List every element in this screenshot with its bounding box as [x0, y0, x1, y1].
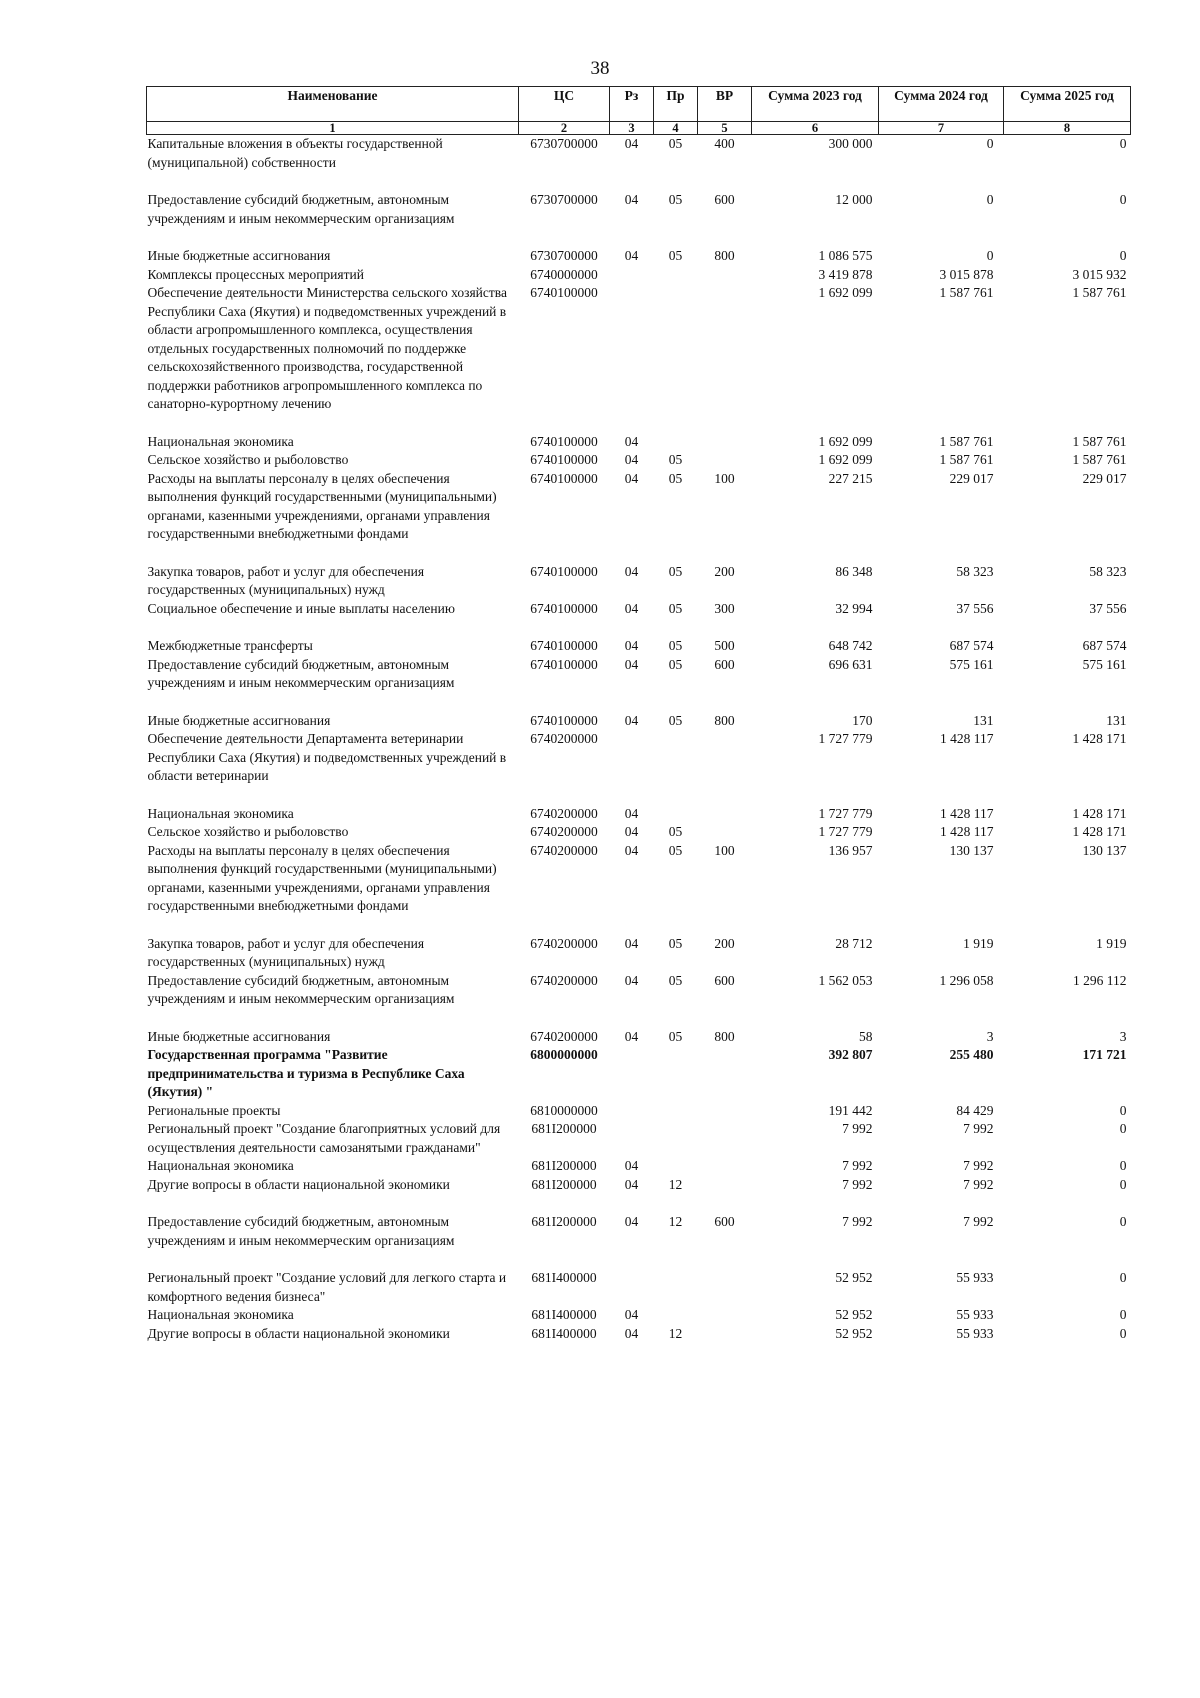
row-cs-code: 6740200000: [530, 731, 598, 746]
row-sum-2023: 696 631: [828, 656, 873, 672]
col-header-sum-2023: Сумма 2023 год: [752, 87, 879, 122]
row-sum-2024: 1 428 117: [940, 805, 994, 821]
row-rz-code: 04: [624, 248, 639, 263]
row-sum-2025: 0: [1119, 1176, 1127, 1192]
row-sum-2025: 1 296 112: [1073, 972, 1127, 988]
row-name: Обеспечение деятельности Министерства сельского хозяйства Республики Саха (Якутия) и подведомственных учреждений в области агропромышленного комплекса, осуществления отдельных государственных полномочий по поддержке сельскохозяйственного производства, государственной поддержки работников агропромышленного комплекса по санаторно-курортному лечению: [147, 285, 507, 411]
row-sum-2024: 7 992: [963, 1176, 994, 1192]
table-row: [147, 1213, 1131, 1269]
row-name: Региональные проекты: [147, 1102, 281, 1118]
row-sum-2024: 255 480: [949, 1047, 994, 1062]
row-pr-code: 05: [668, 935, 683, 951]
row-sum-2025: 3: [1119, 1028, 1127, 1044]
row-sum-2023: 300 000: [828, 136, 873, 151]
col-number: 8: [1004, 122, 1131, 135]
row-vr-code: 100: [714, 470, 735, 486]
table-row: [147, 656, 1131, 712]
row-sum-2024: 7 992: [963, 1158, 994, 1173]
table-row: [147, 1028, 1131, 1047]
col-number: 5: [698, 122, 752, 135]
table-row: [147, 712, 1131, 731]
row-sum-2025: 0: [1119, 1121, 1127, 1136]
row-sum-2024: 0: [986, 192, 994, 207]
row-name: Региональный проект "Создание благоприятных условий для осуществления деятельности самозанятыми гражданами": [147, 1121, 501, 1155]
row-pr-code: [654, 1306, 698, 1325]
row-rz-code: 04: [624, 452, 639, 467]
row-sum-2024: 37 556: [956, 600, 994, 616]
row-sum-2024: 3: [986, 1028, 994, 1044]
row-cs-code: 6730700000: [530, 192, 598, 207]
row-pr-code: [654, 805, 698, 824]
table-row: [147, 637, 1131, 656]
row-sum-2023: 191 442: [828, 1102, 873, 1118]
row-vr-code: 200: [714, 935, 735, 951]
row-sum-2025: 1 428 171: [1072, 731, 1127, 746]
row-rz-code: 04: [624, 712, 639, 728]
row-sum-2023: 1 727 779: [818, 805, 873, 821]
row-cs-code: 6740000000: [530, 266, 598, 282]
table-row: [147, 470, 1131, 563]
row-name: Социальное обеспечение и иные выплаты населению: [147, 600, 455, 616]
row-pr-code: 12: [668, 1214, 683, 1229]
row-sum-2024: 229 017: [949, 470, 994, 486]
row-sum-2024: 0: [986, 136, 994, 151]
row-vr-code: [698, 451, 752, 470]
row-sum-2024: 130 137: [949, 842, 994, 858]
table-row: [147, 284, 1131, 433]
row-vr-code: [698, 1157, 752, 1176]
row-vr-code: [698, 1102, 752, 1121]
row-sum-2024: 687 574: [949, 638, 994, 653]
row-pr-code: 05: [668, 248, 683, 263]
row-cs-code: 681I400000: [531, 1307, 597, 1322]
row-name: Национальная экономика: [147, 805, 294, 821]
row-cs-code: 6740200000: [530, 824, 598, 839]
row-cs-code: 6740200000: [530, 805, 598, 821]
table-row: [147, 1325, 1131, 1344]
row-sum-2025: 171 721: [1082, 1047, 1127, 1062]
row-sum-2023: 1 727 779: [818, 824, 873, 839]
row-sum-2025: 0: [1119, 192, 1127, 207]
budget-table: [146, 86, 1131, 1343]
row-pr-code: [654, 1046, 698, 1102]
row-cs-code: 6740200000: [530, 1028, 598, 1044]
row-vr-code: [698, 284, 752, 433]
row-sum-2023: 648 742: [828, 638, 873, 653]
row-cs-code: 6800000000: [530, 1047, 598, 1062]
row-sum-2025: 131: [1106, 712, 1127, 728]
col-header-pr: Пр: [654, 87, 698, 122]
row-name: Национальная экономика: [147, 1158, 294, 1173]
row-pr-code: [654, 284, 698, 433]
row-sum-2023: 86 348: [835, 563, 873, 579]
row-vr-code: 600: [714, 1214, 735, 1229]
row-sum-2023: 52 952: [835, 1325, 873, 1341]
row-vr-code: 600: [714, 972, 735, 988]
row-rz-code: 04: [624, 192, 639, 207]
row-sum-2025: 58 323: [1089, 563, 1127, 579]
row-rz-code: 04: [624, 638, 639, 653]
row-sum-2023: 1 727 779: [818, 731, 873, 746]
row-vr-code: 800: [714, 248, 735, 263]
table-row: [147, 433, 1131, 452]
row-vr-code: [698, 1325, 752, 1344]
col-header-sum-2025: Сумма 2025 год: [1004, 87, 1131, 122]
row-rz-code: 04: [624, 1325, 639, 1341]
row-cs-code: 6740100000: [530, 712, 598, 728]
row-vr-code: [698, 1120, 752, 1157]
row-cs-code: 681I400000: [531, 1270, 597, 1285]
row-cs-code: 6740100000: [530, 656, 598, 672]
row-rz-code: 04: [624, 563, 639, 579]
row-sum-2023: 1 562 053: [818, 972, 873, 988]
row-sum-2025: 1 428 171: [1072, 824, 1127, 839]
row-name: Иные бюджетные ассигнования: [147, 712, 331, 728]
col-number: 6: [752, 122, 879, 135]
row-sum-2023: 52 952: [835, 1270, 873, 1285]
row-sum-2024: 7 992: [963, 1214, 994, 1229]
row-cs-code: 681I200000: [531, 1158, 597, 1173]
table-row: [147, 1157, 1131, 1176]
row-pr-code: 05: [668, 638, 683, 653]
row-sum-2023: 170: [852, 712, 873, 728]
row-name: Предоставление субсидий бюджетным, автономным учреждениям и иным некоммерческим организациям: [147, 656, 455, 690]
row-sum-2024: 1 428 117: [940, 731, 994, 746]
row-sum-2023: 7 992: [842, 1158, 873, 1173]
table-row: [147, 1046, 1131, 1102]
row-cs-code: 6740100000: [530, 433, 598, 449]
row-sum-2024: 84 429: [956, 1102, 994, 1118]
col-number: 1: [147, 122, 519, 135]
row-sum-2025: 0: [1119, 1307, 1127, 1322]
row-pr-code: 05: [668, 972, 683, 988]
row-sum-2025: 0: [1119, 1158, 1127, 1173]
row-sum-2025: 575 161: [1082, 656, 1127, 672]
table-row: [147, 1120, 1131, 1157]
row-cs-code: 6810000000: [530, 1102, 598, 1118]
page-number: 38: [590, 58, 610, 79]
row-sum-2023: 12 000: [835, 192, 873, 207]
table-row: [147, 1102, 1131, 1121]
row-name: Иные бюджетные ассигнования: [147, 248, 331, 263]
row-pr-code: [654, 433, 698, 452]
row-rz-code: 04: [624, 1158, 639, 1173]
row-pr-code: 05: [668, 192, 683, 207]
table-body: [147, 135, 1131, 1344]
row-cs-code: 6740100000: [530, 285, 598, 300]
row-name: Государственная программа "Развитие предпринимательства и туризма в Республике Саха (Якутия) ": [147, 1047, 465, 1099]
table-row: [147, 1269, 1131, 1306]
row-rz-code: 04: [624, 1028, 639, 1044]
row-name: Другие вопросы в области национальной экономики: [147, 1325, 450, 1341]
row-rz-code: [610, 266, 654, 285]
row-vr-code: [698, 1176, 752, 1214]
row-sum-2024: 55 933: [956, 1270, 994, 1285]
row-name: Предоставление субсидий бюджетным, автономным учреждениям и иным некоммерческим организациям: [147, 1214, 455, 1248]
row-name: Иные бюджетные ассигнования: [147, 1028, 331, 1044]
row-pr-code: 05: [668, 136, 683, 151]
table-row: [147, 972, 1131, 1028]
row-pr-code: [654, 1269, 698, 1306]
row-pr-code: 05: [668, 656, 683, 672]
row-sum-2025: 1 919: [1096, 935, 1127, 951]
row-sum-2023: 227 215: [828, 470, 873, 486]
row-sum-2024: 131: [973, 712, 994, 728]
row-cs-code: 6740100000: [530, 470, 598, 486]
row-name: Национальная экономика: [147, 433, 294, 449]
row-rz-code: 04: [624, 433, 639, 449]
row-name: Сельское хозяйство и рыболовство: [147, 824, 349, 839]
row-pr-code: [654, 1120, 698, 1157]
row-rz-code: 04: [624, 1214, 639, 1229]
col-number: 4: [654, 122, 698, 135]
row-rz-code: [610, 1046, 654, 1102]
row-sum-2025: 1 428 171: [1072, 805, 1127, 821]
row-pr-code: 05: [668, 563, 683, 579]
col-number: 3: [610, 122, 654, 135]
row-sum-2025: 0: [1119, 1214, 1127, 1229]
row-cs-code: 6740100000: [530, 452, 598, 467]
row-sum-2024: 575 161: [949, 656, 994, 672]
row-vr-code: [698, 805, 752, 824]
row-name: Расходы на выплаты персоналу в целях обеспечения выполнения функций государственными (муниципальными) органами, казенными учреждениями, органами управления государственными внебюджетными фондами: [147, 842, 497, 913]
row-name: Расходы на выплаты персоналу в целях обеспечения выполнения функций государственными (муниципальными) органами, казенными учреждениями, органами управления государственными внебюджетными фондами: [147, 470, 497, 541]
row-pr-code: 05: [668, 824, 683, 839]
row-name: Предоставление субсидий бюджетным, автономным учреждениям и иным некоммерческим организациям: [147, 192, 455, 226]
row-sum-2025: 130 137: [1082, 842, 1127, 858]
row-sum-2023: 136 957: [828, 842, 873, 858]
row-sum-2023: 7 992: [842, 1176, 873, 1192]
row-vr-code: 100: [714, 842, 735, 858]
table-row: [147, 451, 1131, 470]
row-vr-code: 600: [714, 192, 735, 207]
row-name: Национальная экономика: [147, 1307, 294, 1322]
row-vr-code: [698, 433, 752, 452]
row-name: Сельское хозяйство и рыболовство: [147, 452, 349, 467]
row-cs-code: 6740100000: [530, 600, 598, 616]
table-row: [147, 247, 1131, 266]
row-vr-code: 400: [714, 136, 735, 151]
row-cs-code: 6740100000: [530, 638, 598, 653]
row-name: Закупка товаров, работ и услуг для обеспечения государственных (муниципальных) нужд: [147, 935, 425, 969]
row-sum-2023: 1 692 099: [818, 433, 873, 449]
row-sum-2024: 1 296 058: [939, 972, 994, 988]
row-vr-code: 800: [714, 1028, 735, 1044]
row-sum-2023: 392 807: [828, 1047, 873, 1062]
row-name: Капитальные вложения в объекты государственной (муниципальной) собственности: [147, 136, 443, 170]
row-sum-2023: 7 992: [842, 1214, 873, 1229]
row-sum-2025: 229 017: [1082, 470, 1127, 486]
row-sum-2025: 0: [1119, 1270, 1127, 1285]
row-rz-code: 04: [624, 824, 639, 839]
table-row: [147, 805, 1131, 824]
row-sum-2025: 0: [1119, 248, 1127, 263]
row-vr-code: [698, 266, 752, 285]
row-rz-code: [610, 1269, 654, 1306]
row-sum-2024: 1 587 761: [939, 452, 994, 467]
row-sum-2025: 3 015 932: [1072, 266, 1127, 282]
row-rz-code: [610, 1120, 654, 1157]
row-pr-code: [654, 1102, 698, 1121]
row-cs-code: 6740100000: [530, 563, 598, 579]
row-sum-2024: 58 323: [956, 563, 994, 579]
row-sum-2023: 32 994: [835, 600, 873, 616]
row-vr-code: [698, 1306, 752, 1325]
row-name: Закупка товаров, работ и услуг для обеспечения государственных (муниципальных) нужд: [147, 563, 425, 597]
row-name: Межбюджетные трансферты: [147, 638, 313, 653]
row-sum-2025: 1 587 761: [1072, 285, 1127, 300]
row-cs-code: 6730700000: [530, 248, 598, 263]
row-rz-code: 04: [624, 600, 639, 616]
row-vr-code: [698, 1046, 752, 1102]
row-sum-2024: 7 992: [963, 1121, 994, 1136]
row-sum-2023: 1 692 099: [818, 452, 873, 467]
row-rz-code: 04: [624, 470, 639, 486]
row-rz-code: 04: [624, 972, 639, 988]
row-pr-code: [654, 730, 698, 805]
row-sum-2025: 1 587 761: [1072, 433, 1127, 449]
row-vr-code: [698, 1269, 752, 1306]
row-rz-code: 04: [624, 935, 639, 951]
row-rz-code: 04: [624, 805, 639, 821]
row-vr-code: 600: [714, 656, 735, 672]
row-name: Предоставление субсидий бюджетным, автономным учреждениям и иным некоммерческим организациям: [147, 972, 455, 1006]
row-cs-code: 6740200000: [530, 842, 598, 858]
col-header-cs: ЦС: [519, 87, 610, 122]
table-row: [147, 935, 1131, 972]
row-rz-code: [610, 730, 654, 805]
row-sum-2025: 0: [1119, 1325, 1127, 1341]
header-number-row: [147, 122, 1131, 135]
table-row: [147, 563, 1131, 600]
row-pr-code: [654, 1157, 698, 1176]
row-cs-code: 681I400000: [531, 1325, 597, 1341]
row-sum-2024: 1 587 761: [939, 285, 994, 300]
row-pr-code: 05: [668, 470, 683, 486]
table-row: [147, 600, 1131, 638]
row-cs-code: 681I200000: [531, 1214, 597, 1229]
col-header-vr: ВР: [698, 87, 752, 122]
row-cs-code: 681I200000: [531, 1121, 597, 1136]
row-sum-2025: 0: [1119, 136, 1127, 151]
row-pr-code: 05: [668, 1028, 683, 1044]
row-sum-2023: 58: [859, 1028, 873, 1044]
row-cs-code: 6740200000: [530, 935, 598, 951]
row-vr-code: 300: [714, 600, 735, 616]
row-cs-code: 6740200000: [530, 972, 598, 988]
row-sum-2024: 55 933: [956, 1325, 994, 1341]
row-name: Региональный проект "Создание условий для легкого старта и комфортного ведения бизнеса": [147, 1270, 507, 1304]
row-sum-2025: 687 574: [1082, 638, 1127, 653]
row-sum-2023: 52 952: [835, 1307, 873, 1322]
row-pr-code: 05: [668, 600, 683, 616]
row-sum-2024: 3 015 878: [939, 266, 994, 282]
row-sum-2023: 7 992: [842, 1121, 873, 1136]
row-rz-code: 04: [624, 842, 639, 858]
col-header-sum-2024: Сумма 2024 год: [879, 87, 1004, 122]
table-row: [147, 266, 1131, 285]
row-vr-code: 200: [714, 563, 735, 579]
row-name: Другие вопросы в области национальной экономики: [147, 1176, 450, 1192]
row-vr-code: 500: [714, 638, 735, 653]
row-vr-code: [698, 730, 752, 805]
table-row: [147, 730, 1131, 805]
row-sum-2023: 3 419 878: [818, 266, 873, 282]
col-header-name: Наименование: [147, 87, 519, 122]
row-sum-2023: 1 086 575: [818, 248, 873, 263]
row-pr-code: 12: [668, 1325, 683, 1341]
table-row: [147, 135, 1131, 192]
row-sum-2024: 1 919: [963, 935, 994, 951]
row-rz-code: [610, 1102, 654, 1121]
table-row: [147, 1306, 1131, 1325]
row-sum-2023: 28 712: [835, 935, 873, 951]
col-number: 2: [519, 122, 610, 135]
row-rz-code: 04: [624, 1307, 639, 1322]
row-sum-2023: 1 692 099: [818, 285, 873, 300]
col-number: 7: [879, 122, 1004, 135]
row-pr-code: 05: [668, 452, 683, 467]
row-cs-code: 6730700000: [530, 136, 598, 151]
row-pr-code: 12: [668, 1176, 683, 1192]
row-name: Обеспечение деятельности Департамента ветеринарии Республики Саха (Якутия) и подведомственных учреждений в области ветеринарии: [147, 731, 507, 783]
row-sum-2024: 0: [986, 248, 994, 263]
header-row: [147, 87, 1131, 122]
row-sum-2025: 1 587 761: [1072, 452, 1127, 467]
row-sum-2024: 1 587 761: [939, 433, 994, 449]
row-rz-code: 04: [624, 136, 639, 151]
table-row: [147, 823, 1131, 842]
row-sum-2025: 37 556: [1089, 600, 1127, 616]
row-sum-2024: 55 933: [956, 1307, 994, 1322]
row-rz-code: [610, 284, 654, 433]
table-row: [147, 842, 1131, 935]
row-sum-2024: 1 428 117: [940, 824, 994, 839]
row-rz-code: 04: [624, 656, 639, 672]
row-cs-code: 681I200000: [531, 1176, 597, 1192]
table-row: [147, 1176, 1131, 1214]
row-rz-code: 04: [624, 1176, 639, 1192]
row-vr-code: [698, 823, 752, 842]
row-pr-code: [654, 266, 698, 285]
col-header-rz: Рз: [610, 87, 654, 122]
row-vr-code: 800: [714, 712, 735, 728]
table-row: [147, 191, 1131, 247]
row-sum-2025: 0: [1119, 1102, 1127, 1118]
row-pr-code: 05: [668, 842, 683, 858]
row-name: Комплексы процессных мероприятий: [147, 266, 364, 282]
row-pr-code: 05: [668, 712, 683, 728]
